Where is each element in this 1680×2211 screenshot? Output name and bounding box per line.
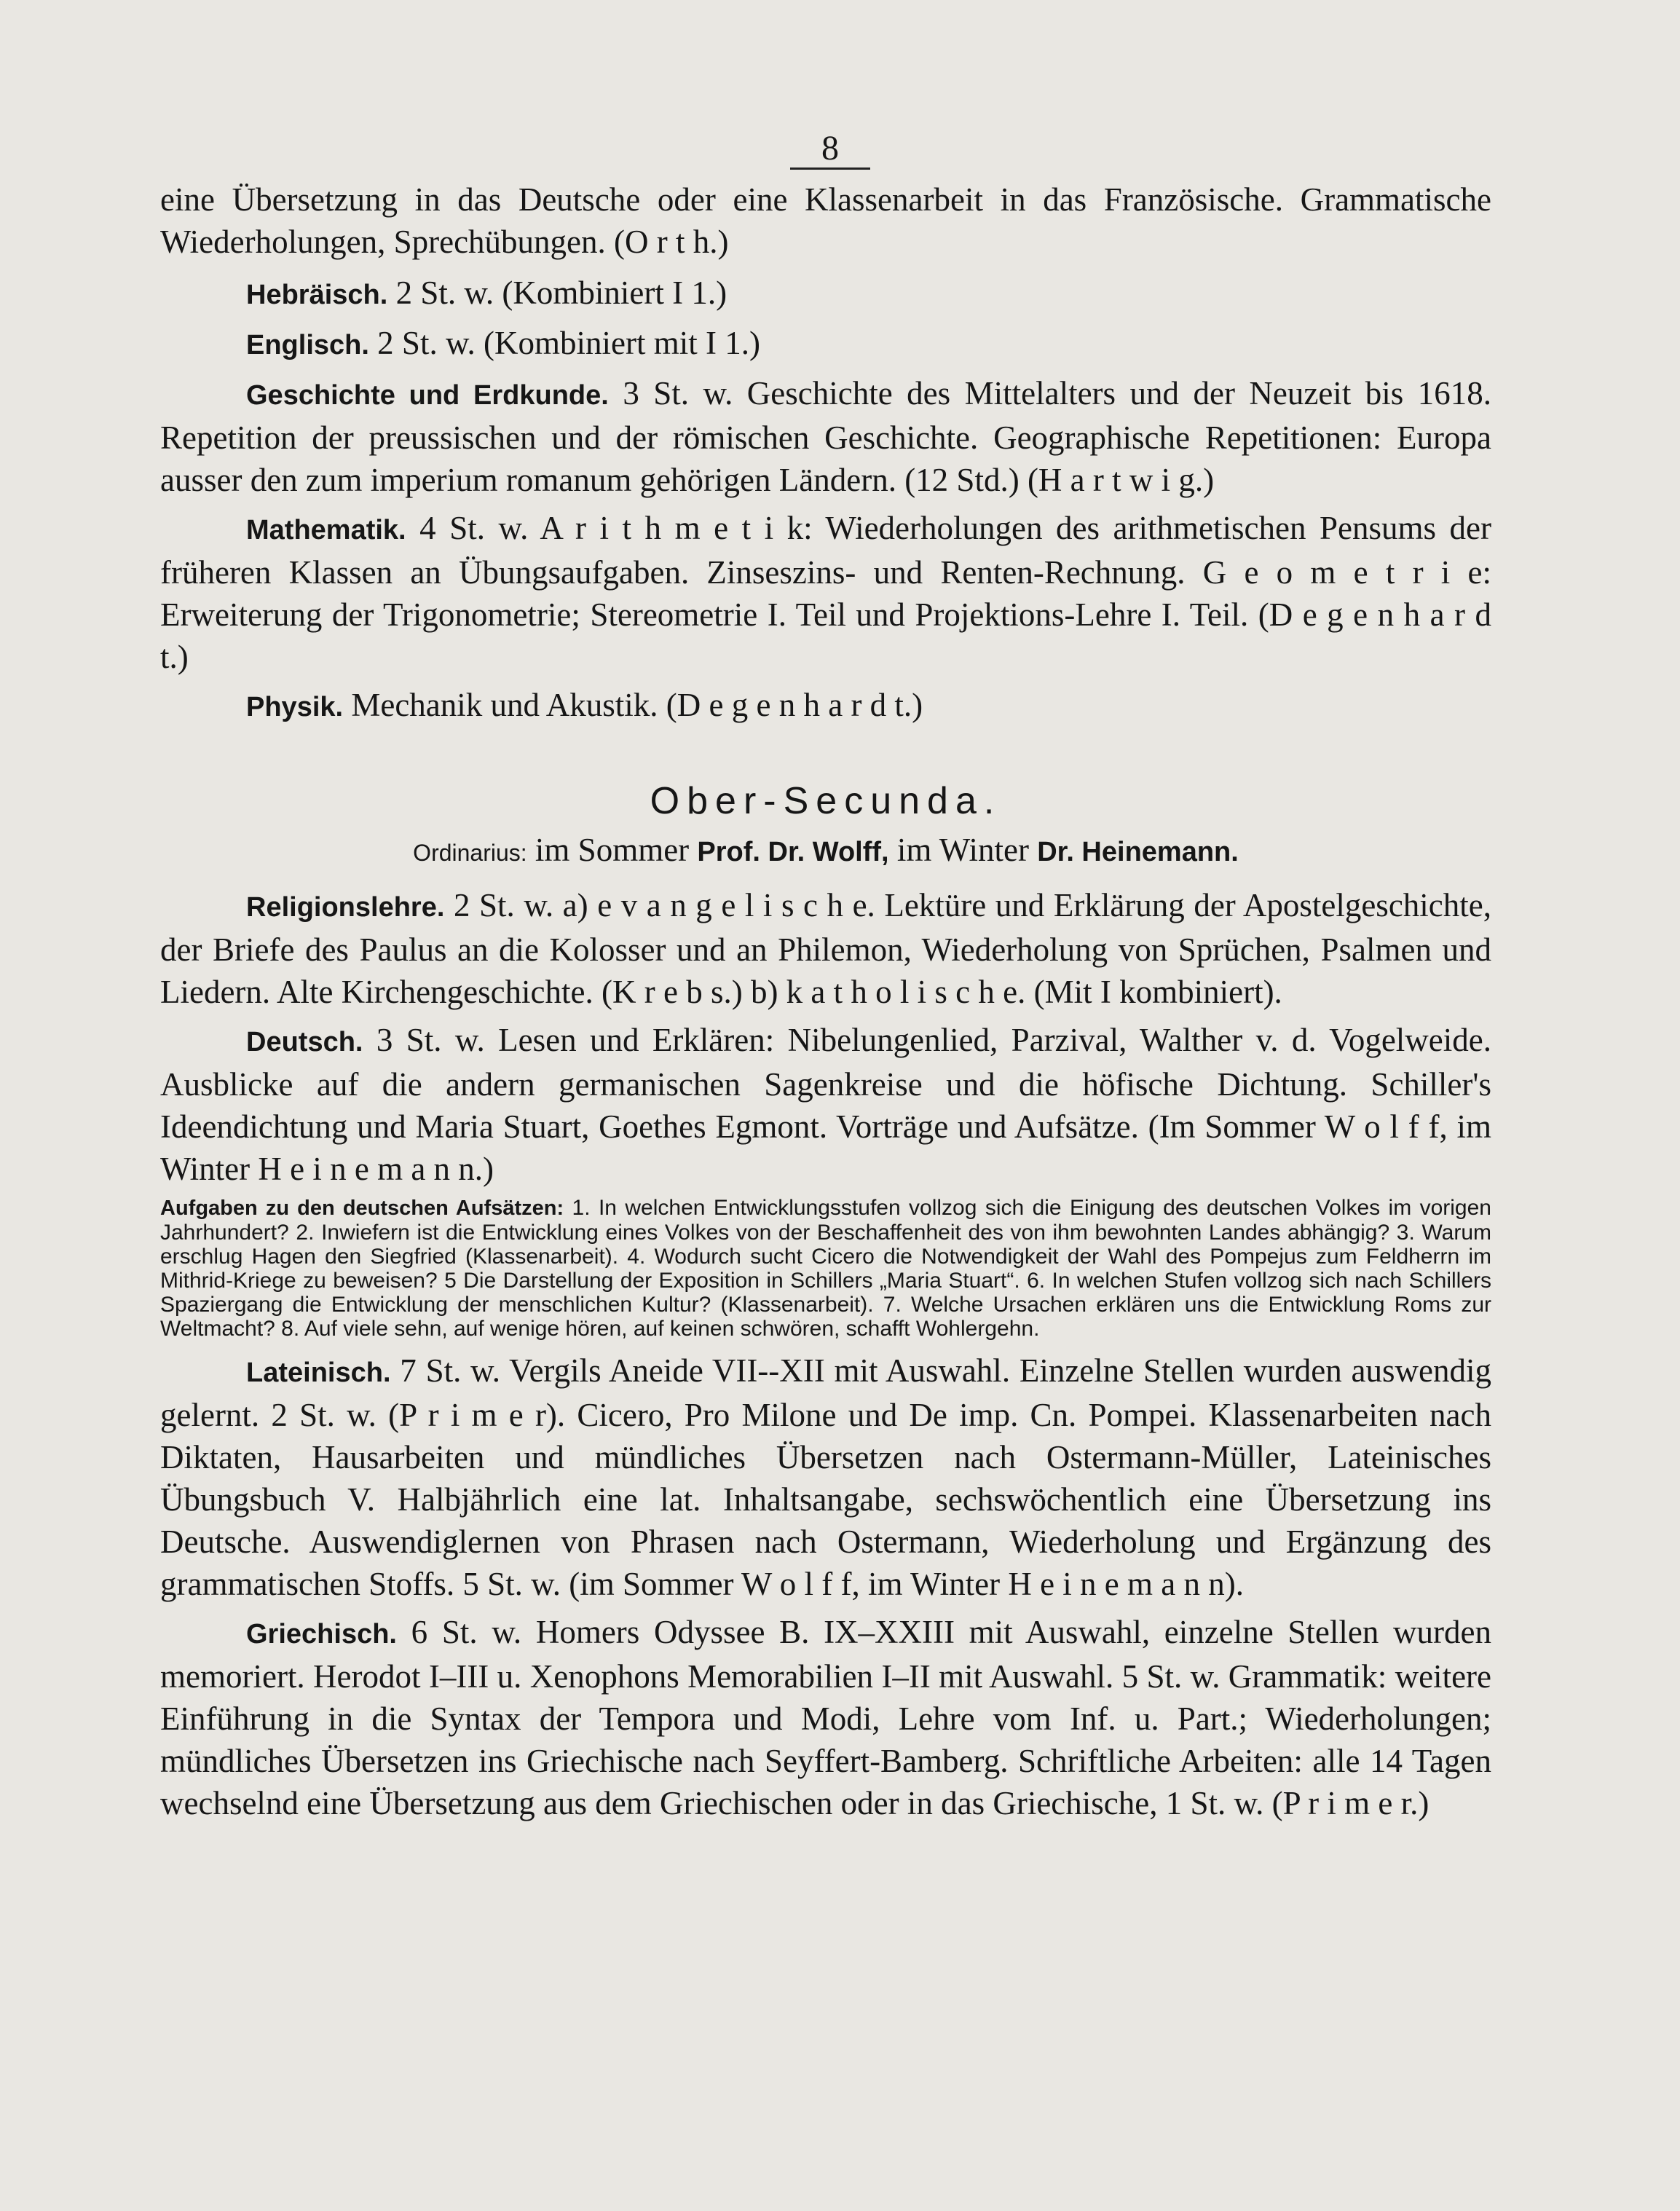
ordinarius-name-2: Dr. Heinemann.	[1037, 837, 1239, 867]
subject-paragraph-religionslehre	[160, 884, 1491, 1013]
subject-paragraph-geschichte	[160, 372, 1491, 501]
subject-paragraph-englisch	[160, 322, 1491, 366]
continued-paragraph: eine Übersetzung in das Deutsche oder eine Klassenarbeit in das Französische. Grammatische Wiederholungen, Sprechübungen. (O r t h.)	[160, 181, 1491, 260]
subject-paragraph-mathematik	[160, 507, 1491, 678]
page-number: 8	[790, 130, 870, 170]
ordinarius-text-2: im Winter	[896, 832, 1029, 868]
subject-text: 7 St. w. Vergils Aneide VII--XII mit Auswahl. Einzelne Stellen wurden auswendig gelernt. 2 St. w. (P r i m e r). Cicero, Pro Milone und De imp. Cn. Pompei. Klassenarbeiten nach Diktaten, Hausarbeiten und mündliches Übersetzen nach Ostermann-Müller, Lateinisches Übungsbuch V. Halbjährlich eine lat. Inhaltsangabe, sechswöchentlich eine Übersetzung ins Deutsche. Auswendiglernen von Phrasen nach Ostermann, Wiederholung und Ergänzung des grammatischen Stoffs. 5 St. w. (im Sommer W o l f f, im Winter H e i n e m a n n).	[160, 1352, 1492, 1602]
subject-text: 6 St. w. Homers Odyssee B. IX–XXIII mit Auswahl, einzelne Stellen wurden memoriert. Herodot I–III u. Xenophons Memorabilien I–II mit Auswahl. 5 St. w. Grammatik: weitere Einführung in die Syntax der Tempora und Modi, Lehre vom Inf. u. Part.; Wiederholungen; mündliches Übersetzen ins Griechische nach Seyffert-Bamberg. Schriftliche Arbeiten: alle 14 Tagen wechselnd eine Übersetzung aus dem Griechischen oder in das Griechische, 1 St. w. (P r i m e r.)	[160, 1614, 1491, 1821]
subject-paragraph-griechisch	[160, 1611, 1491, 1824]
page-body	[160, 178, 1491, 1830]
ordinarius-line	[160, 829, 1491, 874]
subject-text: 4 St. w. A r i t h m e t i k: Wiederholungen des arithmetischen Pensums der früheren Klassen an Übungsaufgaben. Zinseszins- und Renten-Rechnung. G e o m e t r i e: Erweiterung der Trigonometrie; Stereometrie I. Teil und Projektions-Lehre I. Teil. (D e g e n h a r d t.)	[160, 510, 1491, 675]
ordinarius-text-1: im Sommer	[535, 832, 690, 868]
subject-label: Mathematik.	[246, 515, 406, 545]
essay-topics-note	[160, 1196, 1491, 1341]
subject-label: Englisch.	[246, 330, 369, 360]
subject-text: 2 St. w. (Kombiniert I 1.)	[395, 275, 727, 311]
subject-label: Deutsch.	[246, 1027, 363, 1057]
essay-topics-label: Aufgaben zu den deutschen Aufsätzen:	[160, 1197, 564, 1220]
subject-label: Hebräisch.	[246, 280, 388, 310]
subject-paragraph-hebraeisch	[160, 272, 1491, 316]
subject-label: Griechisch.	[246, 1619, 397, 1650]
section-heading: Ober-Secunda.	[650, 780, 1002, 822]
subject-paragraph-deutsch	[160, 1019, 1491, 1190]
subject-text: 2 St. w. (Kombiniert mit I 1.)	[377, 325, 760, 361]
subject-text: 3 St. w. Lesen und Erklären: Nibelungenlied, Parzival, Walther v. d. Vogelweide. Ausblicke auf die andern germanischen Sagenkreise und die höfische Dichtung. Schiller's Ideendichtung und Maria Stuart, Goethes Egmont. Vorträge und Aufsätze. (Im Sommer W o l f f, im Winter H e i n e m a n n.)	[160, 1022, 1492, 1187]
subject-paragraph-physik	[160, 684, 1491, 728]
subject-paragraph-lateinisch	[160, 1349, 1491, 1605]
essay-topics-text: 1. In welchen Entwicklungsstufen vollzog sich die Einigung des deutschen Volkes im vorigen Jahrhundert? 2. Inwiefern ist die Entwicklung eines Volkes von der Beschaffenheit des von ihm bewohnten Landes abhängig? 3. Warum erschlug Hagen den Siegfried (Klassenarbeit). 4. Wodurch sucht Cicero die Notwendigkeit der Wahl des Pompejus zum Feldherrn im Mithrid-Kriege zu beweisen? 5 Die Darstellung der Exposition in Schillers „Maria Stuart“. 6. In welchen Stufen vollzog sich nach Schillers Spaziergang die Entwicklung der menschlichen Kultur? (Klassenarbeit). 7. Welche Ursachen erklären uns die Entwicklung Roms zur Weltmacht? 8. Auf viele sehn, auf wenige hören, auf keinen schwören, schafft Wohlergehn.	[160, 1196, 1491, 1341]
subject-text: 3 St. w. Geschichte des Mittelalters und der Neuzeit bis 1618. Repetition der preussischen und der römischen Geschichte. Geographische Repetitionen: Europa ausser den zum imperium romanum gehörigen Ländern. (12 Std.) (H a r t w i g.)	[160, 375, 1492, 498]
subject-label: Geschichte und Erdkunde.	[246, 380, 609, 411]
subject-text: Mechanik und Akustik. (D e g e n h a r d t.)	[351, 687, 923, 723]
ordinarius-label: Ordinarius:	[413, 840, 527, 866]
ordinarius-name-1: Prof. Dr. Wolff,	[697, 837, 889, 867]
subject-label: Religionslehre.	[246, 892, 445, 923]
subject-text: 2 St. w. a) e v a n g e l i s c h e. Lektüre und Erklärung der Apostelgeschichte, der Briefe des Paulus an die Kolosser und an Philemon, Wiederholung von Sprüchen, Psalmen und Liedern. Alte Kirchengeschichte. (K r e b s.) b) k a t h o l i s c h e. (Mit I kombiniert).	[160, 887, 1491, 1010]
subject-label: Physik.	[246, 692, 344, 722]
subject-label: Lateinisch.	[246, 1357, 391, 1388]
